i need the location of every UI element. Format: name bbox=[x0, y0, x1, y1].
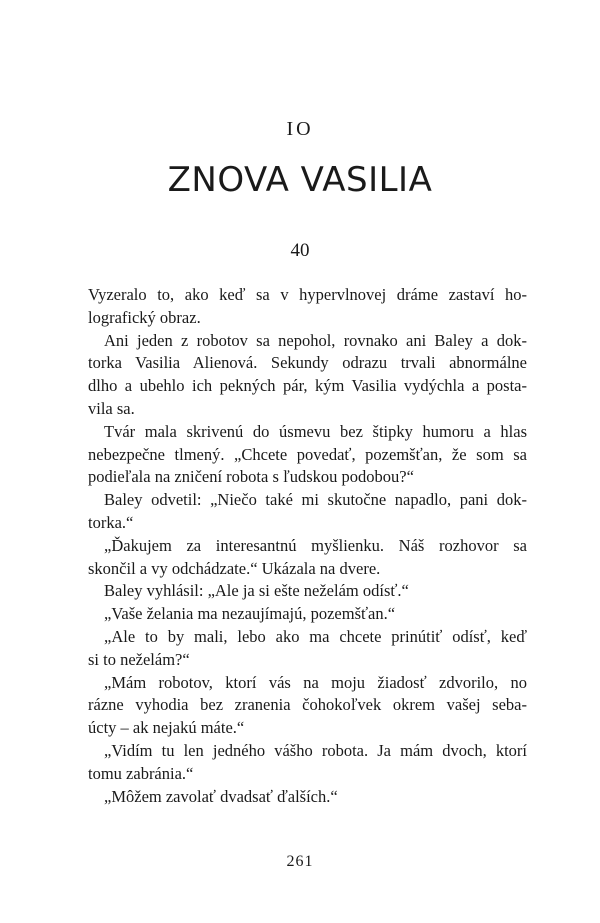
text-line: „Vidím tu len jedného vášho robota. Ja mám dvoch, ktorí bbox=[104, 740, 527, 760]
text-line: dlho a ubehlo ich pekných pár, kým Vasilia vydýchla a posta- bbox=[88, 376, 527, 396]
text-line: „Ďakujem za interesantnú myšlienku. Náš rozhovor sa bbox=[104, 535, 527, 555]
text-line: vila sa. bbox=[88, 398, 135, 418]
text-line: „Ale to by mali, lebo ako ma chcete prinútiť odísť, keď bbox=[104, 626, 527, 646]
section-number: 40 bbox=[290, 240, 310, 261]
text-line: skončil a vy odchádzate.“ Ukázala na dvere. bbox=[88, 558, 381, 578]
text-line: „Vaše želania ma nezaujímajú, pozemšťan.“ bbox=[104, 604, 396, 624]
text-line: si to neželám?“ bbox=[88, 649, 190, 669]
text-line: podieľala na zničení robota s ľudskou podobou?“ bbox=[88, 467, 414, 487]
text-line: rázne vyhodia bez zranenia čohokoľvek okrem vašej seba- bbox=[88, 695, 527, 715]
text-line: tomu zabránia.“ bbox=[88, 763, 194, 783]
text-line: Baley vyhlásil: „Ale ja si ešte neželám odísť.“ bbox=[104, 581, 409, 601]
text-line: torka Vasilia Alienová. Sekundy odrazu trvali abnormálne bbox=[88, 353, 527, 373]
text-line: Tvár mala skrivenú do úsmevu bez štipky humoru a hlas bbox=[104, 421, 527, 441]
text-line: lografický obraz. bbox=[88, 307, 201, 327]
text-line: „Môžem zavolať dvadsať ďalších.“ bbox=[104, 786, 338, 806]
chapter-number: IO bbox=[286, 118, 314, 140]
body-text bbox=[88, 284, 527, 808]
page-number: 261 bbox=[286, 853, 314, 870]
text-line: nebezpečne tlmený. „Chcete povedať, pozemšťan, že som sa bbox=[88, 444, 527, 464]
text-line: torka.“ bbox=[88, 512, 134, 532]
text-line: Baley odvetil: „Niečo také mi skutočne napadlo, pani dok- bbox=[104, 490, 527, 510]
chapter-title: ZNOVA VASILIA bbox=[167, 160, 433, 200]
text-line: úcty – ak nejakú máte.“ bbox=[88, 718, 245, 738]
text-line: Ani jeden z robotov sa nepohol, rovnako ani Baley a dok- bbox=[104, 330, 527, 350]
text-line: Vyzeralo to, ako keď sa v hypervlnovej dráme zastaví ho- bbox=[88, 285, 527, 304]
text-line: „Mám robotov, ktorí vás na moju žiadosť zdvorilo, no bbox=[104, 672, 527, 692]
